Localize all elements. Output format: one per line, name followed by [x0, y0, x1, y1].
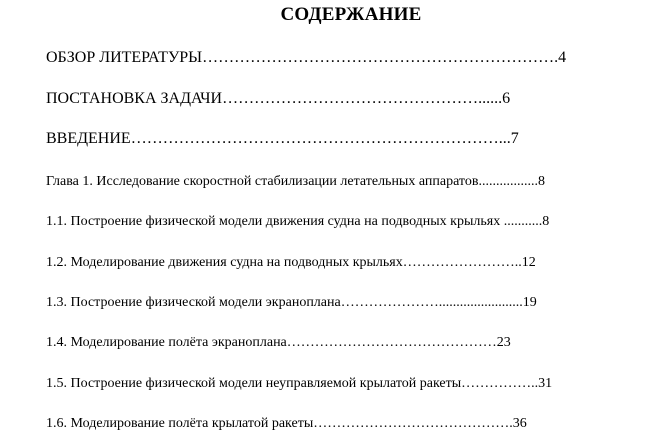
toc-entry-literature-review: ОБЗОР ЛИТЕРАТУРЫ………………………………………………………….4: [46, 49, 567, 66]
toc-entry-section-1-5: 1.5. Построение физической модели неуправляемой крылатой ракеты……………..31: [46, 376, 553, 391]
toc-entry-section-1-4: 1.4. Моделирование полёта экраноплана………………………………………23: [46, 335, 511, 350]
toc-entry-introduction: ВВЕДЕНИЕ……………………………………………………………...7: [46, 130, 519, 147]
toc-entry-problem-statement: ПОСТАНОВКА ЗАДАЧИ…………………………………………......6: [46, 90, 511, 107]
toc-entry-section-1-1: 1.1. Построение физической модели движения судна на подводных крыльях ...........8: [46, 214, 550, 229]
toc-entry-chapter-1: Глава 1. Исследование скоростной стабилизации летательных аппаратов.................8: [46, 174, 545, 189]
page-title: СОДЕРЖАНИЕ: [280, 4, 422, 25]
toc-entry-section-1-3: 1.3. Построение физической модели экраноплана…………………........................19: [46, 295, 537, 310]
toc-entry-section-1-6: 1.6. Моделирование полёта крылатой ракеты…………………………………….36: [46, 416, 527, 431]
toc-entry-section-1-2: 1.2. Моделирование движения судна на подводных крыльях……………………..12: [46, 255, 536, 270]
